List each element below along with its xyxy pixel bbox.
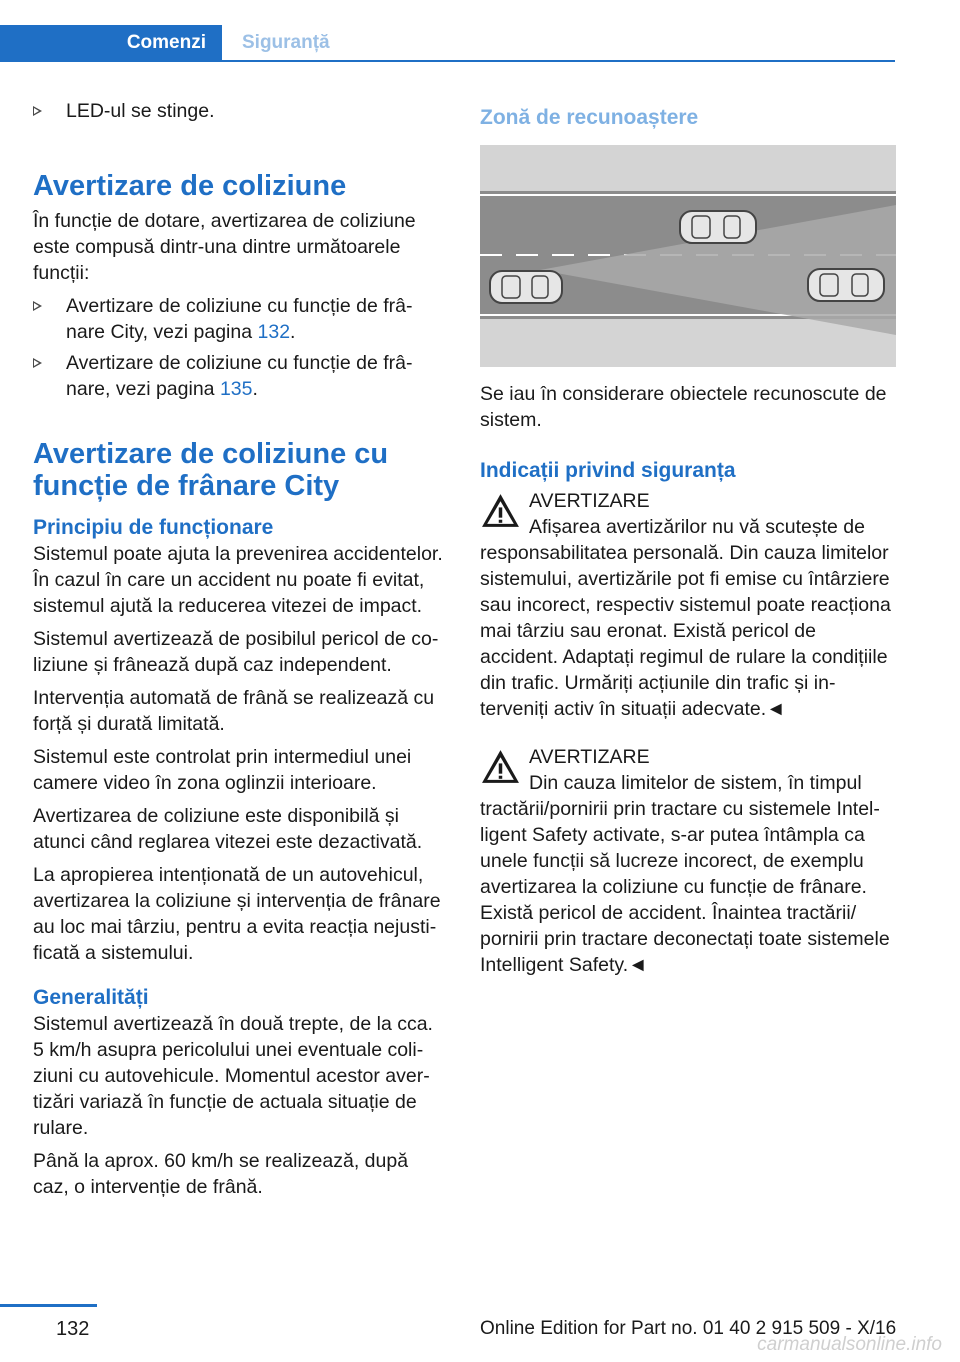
bullet-text: Avertizare de coliziune cu funcție de frânare City, vezi pagina (66, 295, 413, 343)
page-link-135[interactable]: 135 (219, 378, 253, 400)
tab-siguranta[interactable]: Siguranță (242, 31, 330, 53)
warning-triangle-icon (480, 492, 521, 529)
paragraph: Până la aprox. 60 km/h se realizează, după caz, o intervenție de frână. (33, 1150, 409, 1198)
paragraph: Sistemul poate ajuta la prevenirea accidentelor. În cazul în care un accident nu poate fi evitat, sistemul ajută la reducerea vitezei de impact. (33, 543, 443, 617)
right-column (480, 98, 896, 978)
triangle-bullet-icon (33, 106, 42, 116)
heading-generalitati: Generalități (33, 986, 149, 1009)
warning-text: Din cauza limitelor de sistem, în timpul tractării/pornirii prin tractare cu sistemele Intelligent Safety activate, s-ar putea întâmpla ca unele funcții să lucreze incorect, de exemplu avertizarea la coliziune cu funcție de frânare. Există pericol de accident. Înaintea tractării/ pornirii prin tractare deconectați toate sistemele Intelligent Safety.◄ (480, 772, 890, 976)
heading-zona-recunoastere: Zonă de recunoaștere (480, 106, 699, 129)
heading-principiu: Principiu de funcționare (33, 516, 274, 539)
paragraph: Sistemul avertizează de posibilul pericol de coliziune și frânează după caz independent. (33, 628, 439, 676)
paragraph: Sistemul este controlat prin intermediul unei camere video în zona oglinzii interioare. (33, 746, 412, 794)
paragraph: Avertizarea de coliziune este disponibilă și atunci când reglarea vitezei este dezactivată. (33, 805, 423, 853)
warning-title: AVERTIZARE (529, 490, 650, 512)
edition-info: Online Edition for Part no. 01 40 2 915 509 - X/16 (480, 1318, 897, 1339)
list-item (33, 98, 445, 124)
warning-title: AVERTIZARE (529, 746, 650, 768)
bullet-list-functions (33, 293, 445, 402)
figure-caption: Se iau în considerare obiectele recunoscute de sistem. (480, 383, 887, 431)
detection-zone-illustration (480, 145, 896, 367)
watermark: carmanualsonline.info (757, 1334, 942, 1355)
warning-triangle-icon (480, 748, 521, 785)
warning-text: Afișarea avertizărilor nu vă scutește de responsabilitatea personală. Din cauza limitelor sistemului, avertizările pot fi emise cu întârziere sau incorect, respectiv sistemul poate reacționa mai târziu sau eronat. Există pericol de accident. Adaptați regimul de rulare la condițiile din trafic. Urmăriți acțiunile din trafic și interveniți activ în situații adecvate.◄ (480, 516, 891, 720)
tab-comenzi[interactable]: Comenzi (0, 25, 222, 60)
header-rule (0, 60, 895, 62)
page-link-132[interactable]: 132 (257, 321, 291, 343)
paragraph: Intervenția automată de frână se realizează cu forță și durată limitată. (33, 687, 435, 735)
warning-block-2 (480, 744, 896, 978)
heading-indicatii-siguranta: Indicații privind siguranța (480, 459, 736, 482)
paragraph: Sistemul avertizează în două trepte, de la cca. 5 km/h asupra pericolului unei eventuale coliziuni cu autovehicule. Momentul acestor avertizări variază în funcție de actuala situație de rulare. (33, 1013, 433, 1139)
paragraph-intro: În funcție de dotare, avertizarea de coliziune este compusă dintr-una dintre următoarele funcții: (33, 210, 416, 284)
bullet-text: Avertizare de coliziune cu funcție de frânare, vezi pagina (66, 352, 413, 400)
list-item: Avertizare de coliziune cu funcție de frânare, vezi pagina 135. (33, 350, 445, 402)
list-item: Avertizare de coliziune cu funcție de frânare City, vezi pagina 132. (33, 293, 445, 345)
bullet-text: LED-ul se stinge. (66, 100, 215, 122)
heading-avertizare-city: Avertizare de coliziune cu funcție de frânare City (33, 438, 389, 502)
triangle-bullet-icon (33, 358, 42, 368)
section-tabs (0, 25, 895, 62)
page-number: 132 (56, 1318, 90, 1340)
heading-avertizare-coliziune: Avertizare de coliziune (33, 170, 347, 202)
bullet-list-led (33, 98, 445, 124)
warning-block-1 (480, 488, 896, 722)
left-column (33, 98, 445, 1200)
triangle-bullet-icon (33, 301, 42, 311)
footer-rule (0, 1304, 97, 1307)
paragraph: La apropierea intenționată de un autovehicul, avertizarea la coliziune și intervenția de frânare au loc mai târziu, pentru a evita reacția nejustificată a sistemului. (33, 864, 441, 964)
